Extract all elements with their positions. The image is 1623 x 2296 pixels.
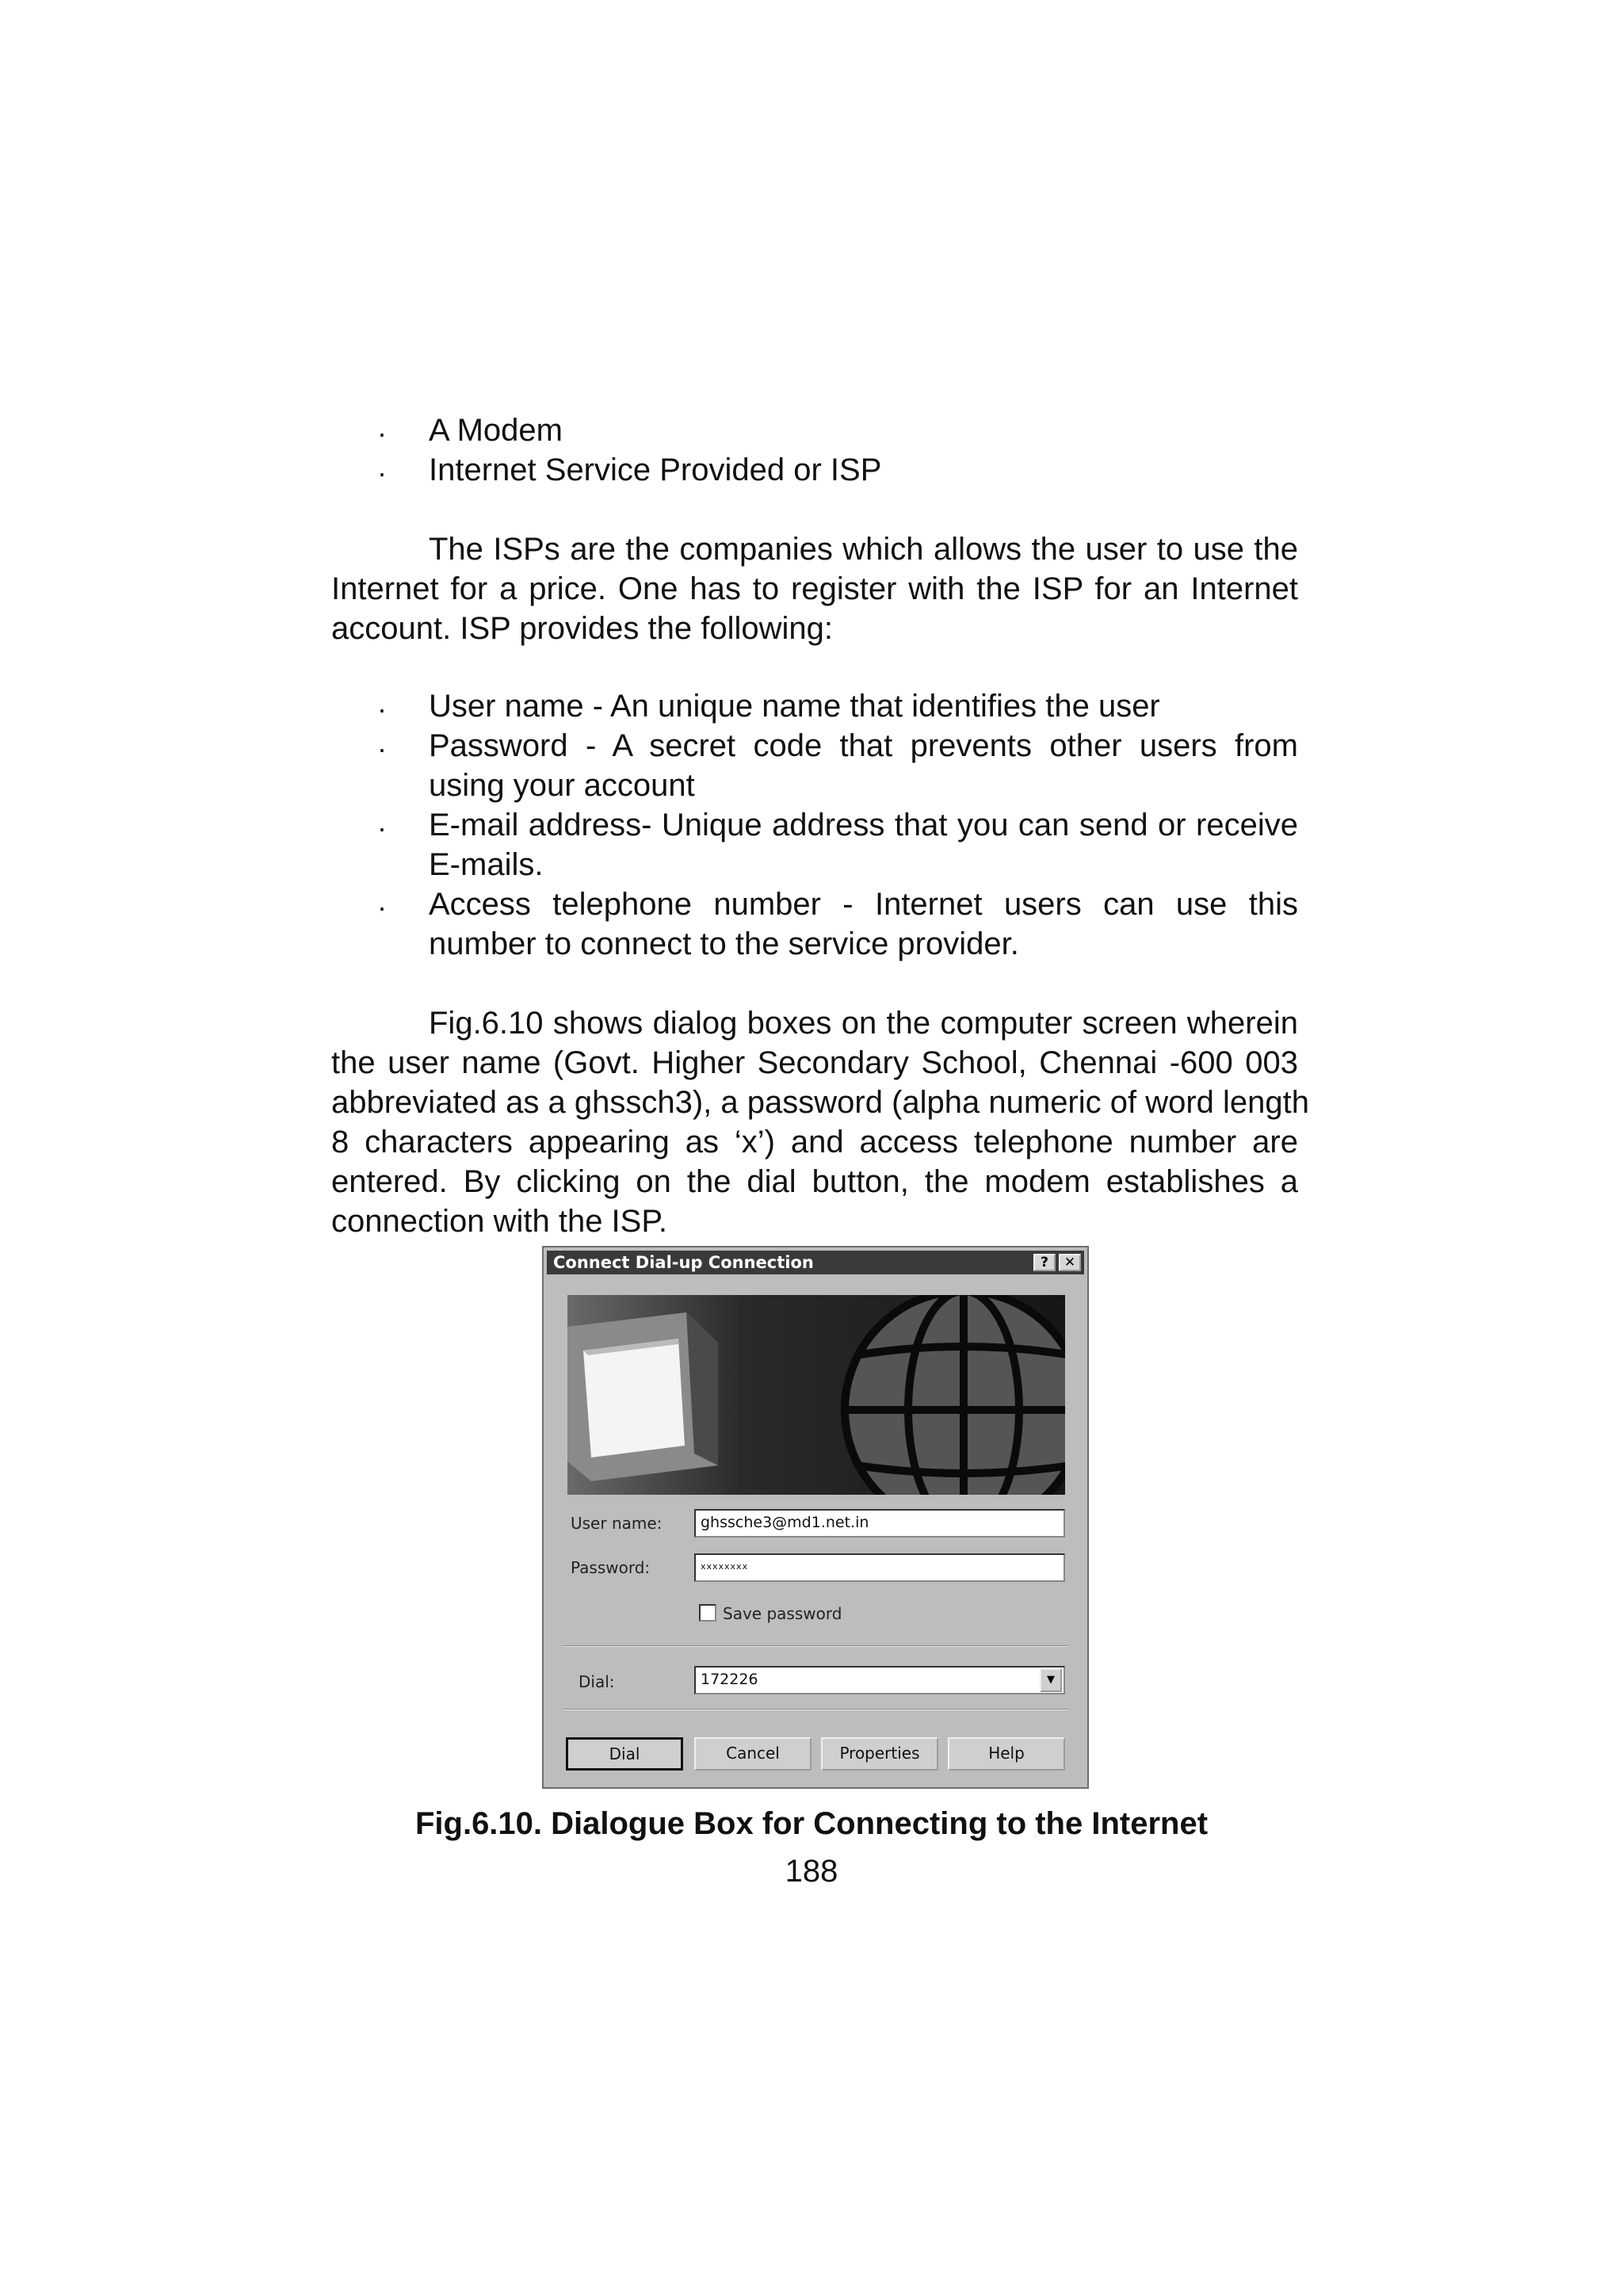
paragraph-line: 8 characters appearing as ‘x’) and access telephone number are xyxy=(331,1125,1298,1159)
close-icon[interactable]: ✕ xyxy=(1059,1254,1081,1271)
bullet-marker: · xyxy=(377,693,387,725)
dialog-title: Connect Dial-up Connection xyxy=(553,1253,814,1272)
bullet-marker: · xyxy=(377,891,387,923)
paragraph-line: entered. By clicking on the dial button, the modem establishes a xyxy=(331,1164,1298,1199)
bullet-marker: · xyxy=(377,457,387,489)
dialup-banner-image xyxy=(567,1295,1065,1495)
password-label: Password: xyxy=(571,1558,651,1577)
properties-button[interactable]: Properties xyxy=(821,1737,938,1771)
paragraph-line: account. ISP provides the following: xyxy=(331,611,833,646)
paragraph-line: Internet for a price. One has to register with the ISP for an Internet xyxy=(331,571,1298,606)
list-item-user-name: User name - An unique name that identifies the user xyxy=(429,689,1160,724)
bullet-isp: Internet Service Provided or ISP xyxy=(429,453,882,487)
dial-number-select[interactable] xyxy=(694,1666,1065,1694)
dial-number-value: 172226 xyxy=(701,1671,758,1688)
paragraph-line: The ISPs are the companies which allows the user to use the xyxy=(429,532,1298,567)
list-item-access-number-cont: number to connect to the service provider. xyxy=(429,926,1019,961)
chevron-down-icon[interactable]: ▼ xyxy=(1040,1668,1062,1692)
divider xyxy=(563,1709,1068,1710)
bullet-marker: · xyxy=(377,417,387,449)
save-password-checkbox[interactable] xyxy=(699,1604,716,1622)
paragraph-line: the user name (Govt. Higher Secondary School, Chennai -600 003 xyxy=(331,1045,1298,1080)
figure-caption: Fig.6.10. Dialogue Box for Connecting to the Internet xyxy=(414,1806,1209,1841)
cancel-button[interactable]: Cancel xyxy=(694,1737,812,1771)
list-item-email: E-mail address- Unique address that you can send or receive xyxy=(429,808,1298,842)
help-button[interactable]: Help xyxy=(948,1737,1065,1771)
bullet-marker: · xyxy=(377,732,387,765)
paragraph-line: connection with the ISP. xyxy=(331,1204,667,1239)
monitor-icon xyxy=(567,1312,718,1481)
save-password-label: Save password xyxy=(723,1604,842,1623)
dial-up-dialog xyxy=(542,1246,1089,1789)
bullet-marker: · xyxy=(377,812,387,844)
help-icon[interactable]: ? xyxy=(1033,1254,1056,1271)
globe-icon xyxy=(845,1295,1065,1495)
monitor-globe-illustration xyxy=(567,1295,1065,1495)
dial-label: Dial: xyxy=(579,1672,615,1691)
password-input[interactable]: xxxxxxxx xyxy=(694,1553,1065,1582)
list-item-password-cont: using your account xyxy=(429,768,695,803)
user-name-label: User name: xyxy=(571,1514,663,1533)
list-item-password: Password - A secret code that prevents other users from xyxy=(429,728,1298,763)
divider xyxy=(563,1645,1068,1647)
bullet-modem: A Modem xyxy=(429,413,563,448)
page-number: 188 xyxy=(785,1854,838,1889)
paragraph-line: Fig.6.10 shows dialog boxes on the computer screen wherein xyxy=(429,1006,1298,1041)
paragraph-line: abbreviated as a ghssch3), a password (alpha numeric of word length xyxy=(331,1085,1310,1120)
dial-button[interactable]: Dial xyxy=(566,1737,683,1771)
list-item-email-cont: E-mails. xyxy=(429,847,544,882)
user-name-input[interactable]: ghssche3@md1.net.in xyxy=(694,1509,1065,1538)
list-item-access-number: Access telephone number - Internet users can use this xyxy=(429,887,1298,922)
dialog-titlebar xyxy=(547,1251,1084,1274)
